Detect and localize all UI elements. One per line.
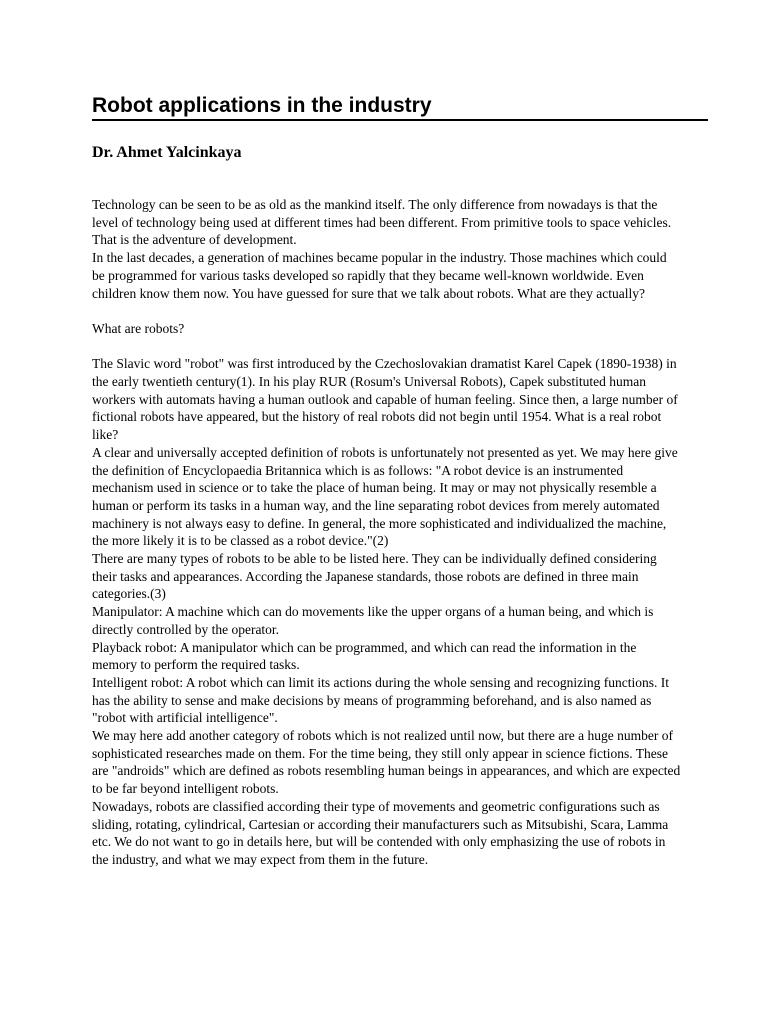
paragraph-classification: Nowadays, robots are classified according their type of movements and geometric configurations such as sliding, rotating, cylindrical, Cartesian or according their manufacturers such as Mitsubishi, Scara, Lamma etc. We do not want to go in details here, but will be contended with only emphasizing the use of robots in the industry, and what we may expect from them in the future.	[92, 798, 669, 867]
paragraph-machines: In the last decades, a generation of machines became popular in the industry. Those machines which could be programmed for various tasks developed so rapidly that they became well-known worldwide. Even children know them now. You have guessed for sure that we talk about robots. What are they actually?	[92, 250, 667, 301]
document-page	[92, 0, 708, 1024]
section-heading-what-are-robots: What are robots?	[92, 320, 185, 336]
paragraph-intelligent-robot: Intelligent robot: A robot which can limit its actions during the whole sensing and recognizing functions. It has the ability to sense and make decisions by means of programming beforehand, and is also named as "robot with artificial intelligence".	[92, 674, 670, 726]
document-title: Robot applications in the industry	[92, 94, 432, 117]
title-underline-rule	[92, 119, 708, 121]
paragraph-manipulator: Manipulator: A machine which can do movements like the upper organs of a human being, and which is directly controlled by the operator.	[92, 604, 654, 637]
paragraph-intro: Technology can be seen to be as old as the mankind itself. The only difference from nowadays is that the level of technology being used at different times had been different. From primitive tools to space vehicles. That is the adventure of development.	[92, 197, 672, 248]
paragraph-androids: We may here add another category of robots which is not realized until now, but there are a huge number of sophisticated researches made on them. For the time being, they still only appear in science fictions. These are "androids" which are defined as robots resembling human beings in appearances, and which are expected to be far beyond intelligent robots.	[92, 728, 681, 797]
document-author: Dr. Ahmet Yalcinkaya	[92, 144, 242, 161]
document-body	[92, 196, 682, 869]
paragraph-origin: The Slavic word "robot" was first introduced by the Czechoslovakian dramatist Karel Capek (1890-1938) in the early twentieth century(1). In his play RUR (Rosum's Universal Robots), Capek substituted human workers with automats having a human outlook and capable of human feeling. Since then, a large number of fictional robots have appeared, but the history of real robots did not begin until 1954. What is a real robot like?	[92, 356, 678, 443]
paragraph-categories: There are many types of robots to be able to be listed here. They can be individually defined considering their tasks and appearances. According the Japanese standards, those robots are defined in three main categories.(3)	[92, 551, 657, 602]
paragraph-definition: A clear and universally accepted definition of robots is unfortunately not presented as yet. We may here give the definition of Encyclopaedia Britannica which is as follows: "A robot device is an instrumented mechanism used in science or to take the place of human being. It may or may not physically resemble a human or perform its tasks in a human way, and the line separating robot devices from merely automated machinery is not always easy to define. In general, the more sophisticated and individualized the machine, the more likely it is to be classed as a robot device."(2)	[92, 444, 678, 549]
paragraph-playback-robot: Playback robot: A manipulator which can be programmed, and which can read the information in the memory to perform the required tasks.	[92, 639, 637, 673]
